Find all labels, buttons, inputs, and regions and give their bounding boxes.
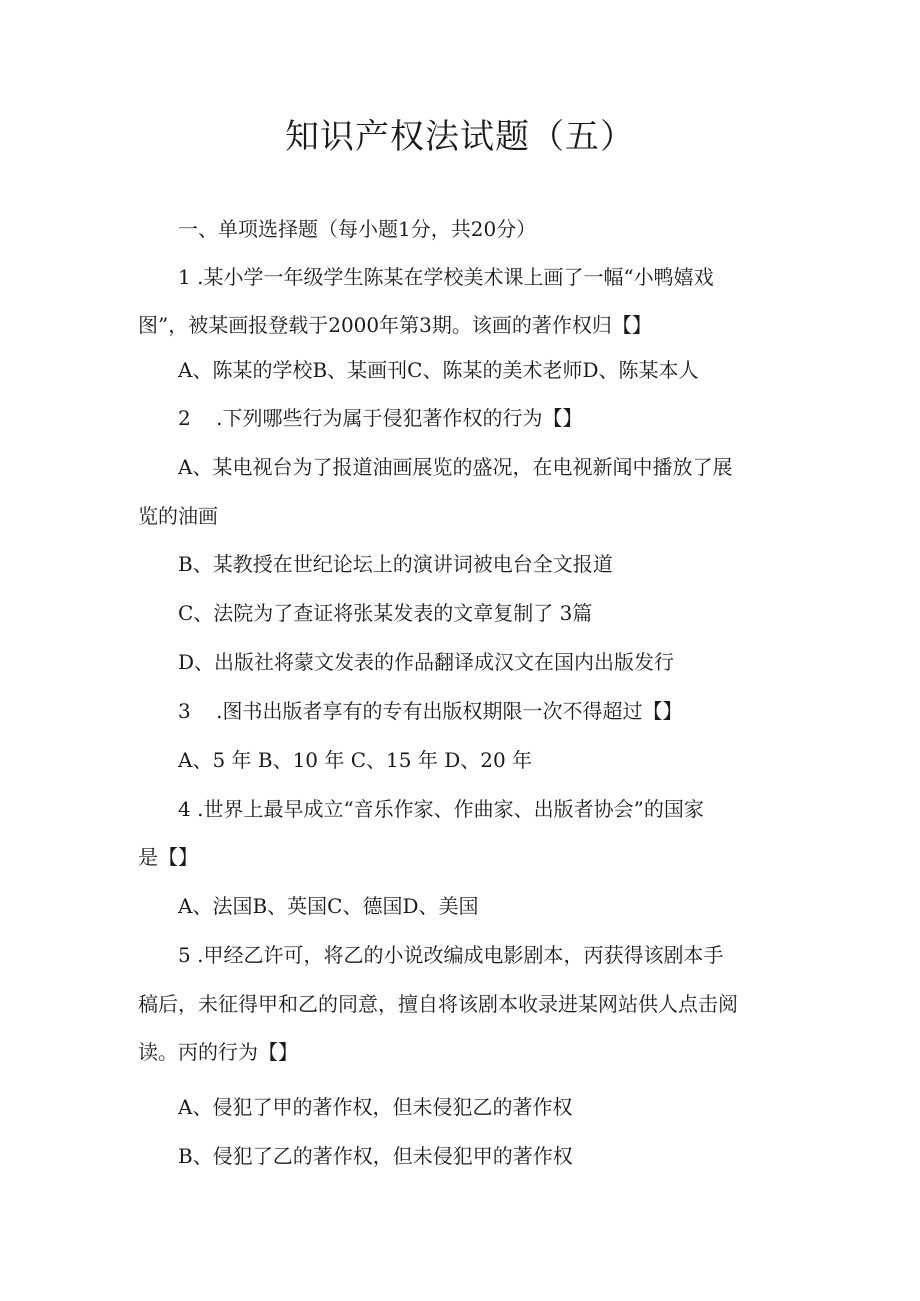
question-1-text-cont: 图”，被某画报登载于2000年第3期。该画的著作权归【】 (138, 313, 652, 337)
question-4-options: A、法国B、英国C、德国D、美国 (178, 894, 479, 918)
document-title: 知识产权法试题（五） (285, 117, 635, 157)
question-5-option-a: A、侵犯了甲的著作权，但未侵犯乙的著作权 (178, 1095, 573, 1119)
question-1-options: A、陈某的学校B、某画刊C、陈某的美术老师D、陈某本人 (178, 358, 699, 382)
question-2-option-d: D、出版社将蒙文发表的作品翻译成汉文在国内出版发行 (178, 650, 675, 674)
question-2-text: 2 .下列哪些行为属于侵犯著作权的行为【】 (178, 406, 583, 430)
question-5-option-b: B、侵犯了乙的著作权，但未侵犯甲的著作权 (178, 1144, 573, 1168)
question-5-text: 5 .甲经乙许可，将乙的小说改编成电影剧本，丙获得该剧本手 (178, 943, 724, 967)
question-4-text-cont: 是【】 (138, 845, 198, 869)
question-2-option-a: A、某电视台为了报道油画展览的盛况，在电视新闻中播放了展 (178, 455, 733, 479)
question-4-text: 4 .世界上最早成立“音乐作家、作曲家、出版者协会”的国家 (178, 797, 704, 821)
question-1-text: 1 .某小学一年级学生陈某在学校美术课上画了一幅“小鸭嬉戏 (178, 265, 714, 289)
question-5-text-cont-1: 稿后，未征得甲和乙的同意，擅自将该剧本收录进某网站供人点击阅 (138, 992, 738, 1016)
question-2-option-c: C、法院为了查证将张某发表的文章复制了 3篇 (178, 601, 593, 625)
question-2-option-b: B、某教授在世纪论坛上的演讲词被电台全文报道 (178, 552, 613, 576)
question-3-options: A、5 年 B、10 年 C、15 年 D、20 年 (178, 748, 533, 772)
question-5-text-cont-2: 读。丙的行为【】 (138, 1040, 298, 1064)
section-heading: 一、单项选择题（每小题1分，共20分） (178, 217, 537, 241)
question-2-option-a-cont: 览的油画 (138, 504, 218, 528)
question-3-text: 3 .图书出版者享有的专有出版权期限一次不得超过【】 (178, 699, 683, 723)
